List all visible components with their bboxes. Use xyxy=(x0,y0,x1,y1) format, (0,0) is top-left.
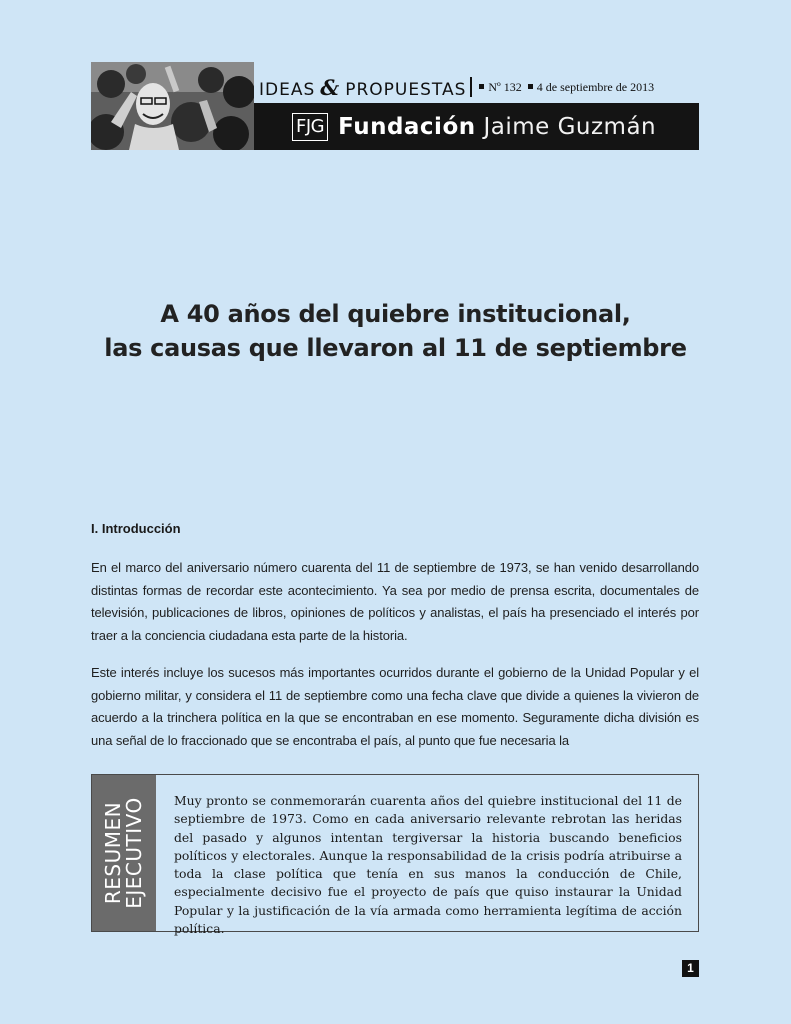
summary-label-line-2: EJECUTIVO xyxy=(122,797,146,909)
title-line-1: A 40 años del quiebre institucional, xyxy=(160,300,631,328)
issue-date: 4 de septiembre de 2013 xyxy=(536,79,655,94)
summary-text: Muy pronto se conmemorarán cuarenta años del quiebre institucional del 11 de septiembre de 1973. Como en cada aniversario relevante rebrotan las heridas del pasado y algunos intentan tergiversar la historia buscando beneficios políticos y electorales. Aunque la responsabilidad de la crisis podría atribuirse a toda la clase política que tenía en sus manos la conducción de Chile, especialmente decisivo fue el proyecto de país que quiso instaurar la Unidad Popular y la justificación de la vía armada como herramienta legítima de acción política. xyxy=(174,793,682,937)
page-number: 1 xyxy=(682,960,699,977)
summary-label-line-1: RESUMEN xyxy=(101,801,125,905)
brand-ampersand: & xyxy=(320,74,341,100)
summary-label-panel xyxy=(92,775,156,931)
bullet-square-icon xyxy=(528,84,533,89)
document-title xyxy=(60,297,731,365)
section-heading: I. Introducción xyxy=(91,521,181,536)
brand-propuestas: PROPUESTAS xyxy=(345,79,467,100)
bullet-square-icon xyxy=(479,84,484,89)
document-header xyxy=(91,62,699,150)
paragraph-1: En el marco del aniversario número cuarenta del 11 de septiembre de 1973, se han venido desarrollando distintas formas de recordar este acontecimiento. Ya sea por medio de prensa escrita, documentales de televisión, publicaciones de libros, opiniones de políticos y analistas, el país ha presenciado el interés por traer a la conciencia ciudadana esta parte de la historia. xyxy=(91,560,699,644)
series-brand xyxy=(259,75,466,100)
foundation-name xyxy=(338,114,656,140)
fjg-logo: FJG xyxy=(292,113,328,141)
foundation-band xyxy=(254,103,699,150)
executive-summary-box xyxy=(91,774,699,937)
crowd-photo-image xyxy=(91,62,254,150)
brand-ideas: IDEAS xyxy=(259,79,316,100)
title-line-2: las causas que llevaron al 11 de septiembre xyxy=(104,334,687,362)
foundation-light: Jaime Guzmán xyxy=(483,113,657,140)
crowd-photo xyxy=(91,62,254,150)
summary-label xyxy=(103,797,145,908)
header-divider xyxy=(470,77,472,97)
issue-number-wrap xyxy=(479,80,654,95)
issue-number: Nº 132 xyxy=(488,79,522,94)
foundation-bold: Fundación xyxy=(338,113,476,140)
paragraph-2: Este interés incluye los sucesos más importantes ocurridos durante el gobierno de la Unidad Popular y el gobierno militar, y considera el 11 de septiembre como una fecha clave que divide a quienes la vivieron de acuerdo a la trinchera política en la que se encontraban en ese momento. Seguramente dicha división es una señal de lo fraccionado que se encontraba el país, al punto que fue necesaria la xyxy=(91,665,699,749)
series-line xyxy=(259,74,699,100)
